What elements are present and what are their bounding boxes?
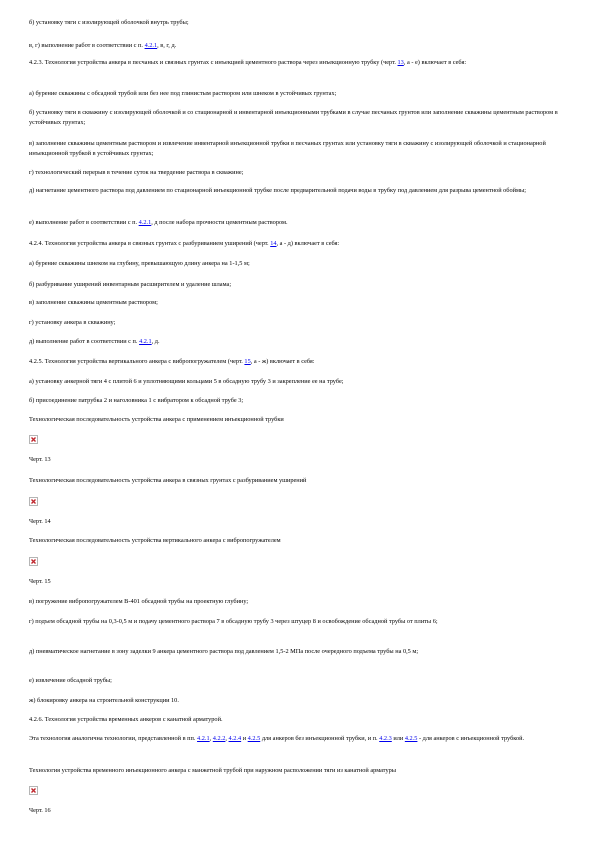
paragraph <box>29 89 569 99</box>
paragraph <box>29 696 569 706</box>
paragraph <box>29 597 569 607</box>
paragraph <box>29 318 569 328</box>
paragraph <box>29 218 569 228</box>
text: б) установку тяги в скважину с изолирующей оболочкой и со стационарной и инвентарной инъекционными трубками в случае песчаных грунтов или заполнение скважины цементным раствором в устойчивых грунтах; <box>29 109 558 126</box>
broken-image-icon <box>29 435 38 444</box>
text: 4.2.3. Технология устройства анкера в песчаных и связных грунтах с инъекцией цементного раствора через инъекционную трубку (черт. <box>29 59 398 66</box>
text: е) извлечение обсадной трубы; <box>29 677 112 684</box>
link-4-2-2[interactable]: 4.2.2 <box>212 735 226 742</box>
text: , а - ж) включает в себя: <box>250 358 315 365</box>
figure-caption <box>29 415 569 425</box>
text: ж) блокировку анкера на строительной конструкции 10. <box>29 697 179 704</box>
text: е) выполнение работ в соответствии с п. <box>29 219 139 226</box>
text: , в, г, д. <box>157 42 177 49</box>
text: д) выполнение работ в соответствии с п. <box>29 338 140 345</box>
link-4-2-1[interactable]: 4.2.1 <box>138 219 152 226</box>
text: , а - д) включает в себя: <box>276 240 340 247</box>
link-4-2-5[interactable]: 4.2.5 <box>247 735 261 742</box>
text: Технологическая последовательность устройства анкера с применением инъекционной трубки <box>29 416 284 423</box>
broken-image-icon <box>29 557 38 566</box>
paragraph <box>29 298 569 308</box>
text: Черт. 15 <box>29 578 51 585</box>
text: а) бурение скважины шнеком на глубину, превышающую длину анкера на 1-1,5 м; <box>29 260 250 267</box>
chart-label <box>29 806 569 816</box>
text: , д после набора прочности цементным раствором. <box>151 219 288 226</box>
text: Черт. 13 <box>29 456 51 463</box>
link-4-2-1[interactable]: 4.2.1 <box>144 42 158 49</box>
broken-image-icon <box>29 497 38 506</box>
paragraph <box>29 239 569 249</box>
text: д) пневматическое нагнетание в зону заделки 9 анкера цементного раствора под давлением 1,5-2 МПа после очередного подъема трубы на 0,5 м; <box>29 648 419 655</box>
figure-caption <box>29 476 569 486</box>
figure-caption <box>29 536 569 546</box>
text: г) технологический перерыв в течение суток на твердение раствора в скважине; <box>29 169 244 176</box>
link-chart-15[interactable]: 15 <box>244 358 251 365</box>
text: - для анкеров с инъекционной трубкой. <box>417 735 525 742</box>
text: б) разбуривание уширений инвентарным расширителем и удаление шлама; <box>29 281 232 288</box>
paragraph <box>29 139 569 158</box>
link-4-2-5[interactable]: 4.2.5 <box>404 735 418 742</box>
text: г) подъем обсадной трубы на 0,3-0,5 м и подачу цементного раствора 7 в обсадную трубу 3 через штуцер 8 и освобождение обсадной трубы от плиты 6; <box>29 618 438 625</box>
paragraph <box>29 647 569 657</box>
text: г) установку анкера в скважину; <box>29 319 116 326</box>
text: а) установку анкерной тяги 4 с плитой 6 и уплотняющими кольцами 5 в обсадную трубу 3 и закрепление ее на трубе; <box>29 378 344 385</box>
text: Технологическая последовательность устройства анкера в связных грунтах с разбуриванием уширений <box>29 477 307 484</box>
paragraph <box>29 715 569 725</box>
paragraph <box>29 617 569 627</box>
text: Технологическая последовательность устройства вертикального анкера с вибропогружателем <box>29 537 281 544</box>
text: или <box>391 735 405 742</box>
text: б) присоединение патрубка 2 и наголовника 1 с вибратором к обсадной трубе 3; <box>29 397 244 404</box>
chart-label <box>29 577 569 587</box>
text: , а - е) включает в себя: <box>403 59 467 66</box>
paragraph <box>29 357 569 367</box>
text: в) заполнение скважины цементным раствором и извлечение инвентарной инъекционной трубки в песчаных грунтах или установку тяги в скважину с изолирующей оболочкой и стационарной инъекционной трубкой в устойчивых грунтах; <box>29 140 546 157</box>
text: б) установку тяги с изолирующей оболочкой внутрь трубы; <box>29 19 189 26</box>
text: в, г) выполнение работ в соответствии с п. <box>29 42 145 49</box>
text: для анкеров без инъекционной трубки, и п. <box>260 735 380 742</box>
text: д) нагнетание цементного раствора под давлением по стационарной инъекционной трубке после предварительной подачи воды в трубку под давлением для разрыва цементной обоймы; <box>29 187 526 194</box>
text: 4.2.4. Технология устройства анкера в связных грунтах с разбуриванием уширений (черт. <box>29 240 271 247</box>
paragraph <box>29 734 569 744</box>
text: а) бурение скважины с обсадной трубой или без нее под глинистым раствором или шнеком в устойчивых грунтах; <box>29 90 337 97</box>
text: , <box>209 735 213 742</box>
link-chart-13[interactable]: 13 <box>397 59 404 66</box>
paragraph <box>29 168 569 178</box>
link-4-2-3[interactable]: 4.2.3 <box>379 735 392 742</box>
paragraph <box>29 377 569 387</box>
text: 4.2.5. Технология устройства вертикального анкера с вибропогружателем (черт. <box>29 358 245 365</box>
link-4-2-4[interactable]: 4.2.4 <box>228 735 242 742</box>
text: Технология устройства временного инъекционного анкера с манжетной трубой при наружном расположении тяги из канатной арматуры <box>29 767 396 774</box>
chart-label <box>29 517 569 527</box>
paragraph <box>29 259 569 269</box>
chart-label <box>29 455 569 465</box>
text: 4.2.6. Технология устройства временных анкеров с канатной арматурой. <box>29 716 223 723</box>
paragraph <box>29 337 569 347</box>
text: , д. <box>151 338 160 345</box>
broken-image-icon <box>29 786 38 795</box>
link-chart-14[interactable]: 14 <box>270 240 277 247</box>
paragraph <box>29 41 569 51</box>
text: Черт. 14 <box>29 518 51 525</box>
text: в) погружение вибропогружателем В-401 обсадной трубы на проектную глубину; <box>29 598 249 605</box>
paragraph <box>29 186 569 196</box>
paragraph <box>29 18 569 28</box>
text: и <box>241 735 248 742</box>
paragraph <box>29 280 569 290</box>
paragraph <box>29 58 569 68</box>
figure-caption <box>29 766 569 776</box>
link-4-2-1[interactable]: 4.2.1 <box>139 338 152 345</box>
text: Черт. 16 <box>29 807 51 814</box>
paragraph <box>29 396 569 406</box>
paragraph <box>29 108 569 127</box>
text: Эта технология аналогична технологии, представленной в пп. <box>29 735 198 742</box>
paragraph <box>29 676 569 686</box>
text: в) заполнение скважины цементным раствором; <box>29 299 158 306</box>
link-4-2-1[interactable]: 4.2.1 <box>197 735 210 742</box>
text: , <box>225 735 229 742</box>
